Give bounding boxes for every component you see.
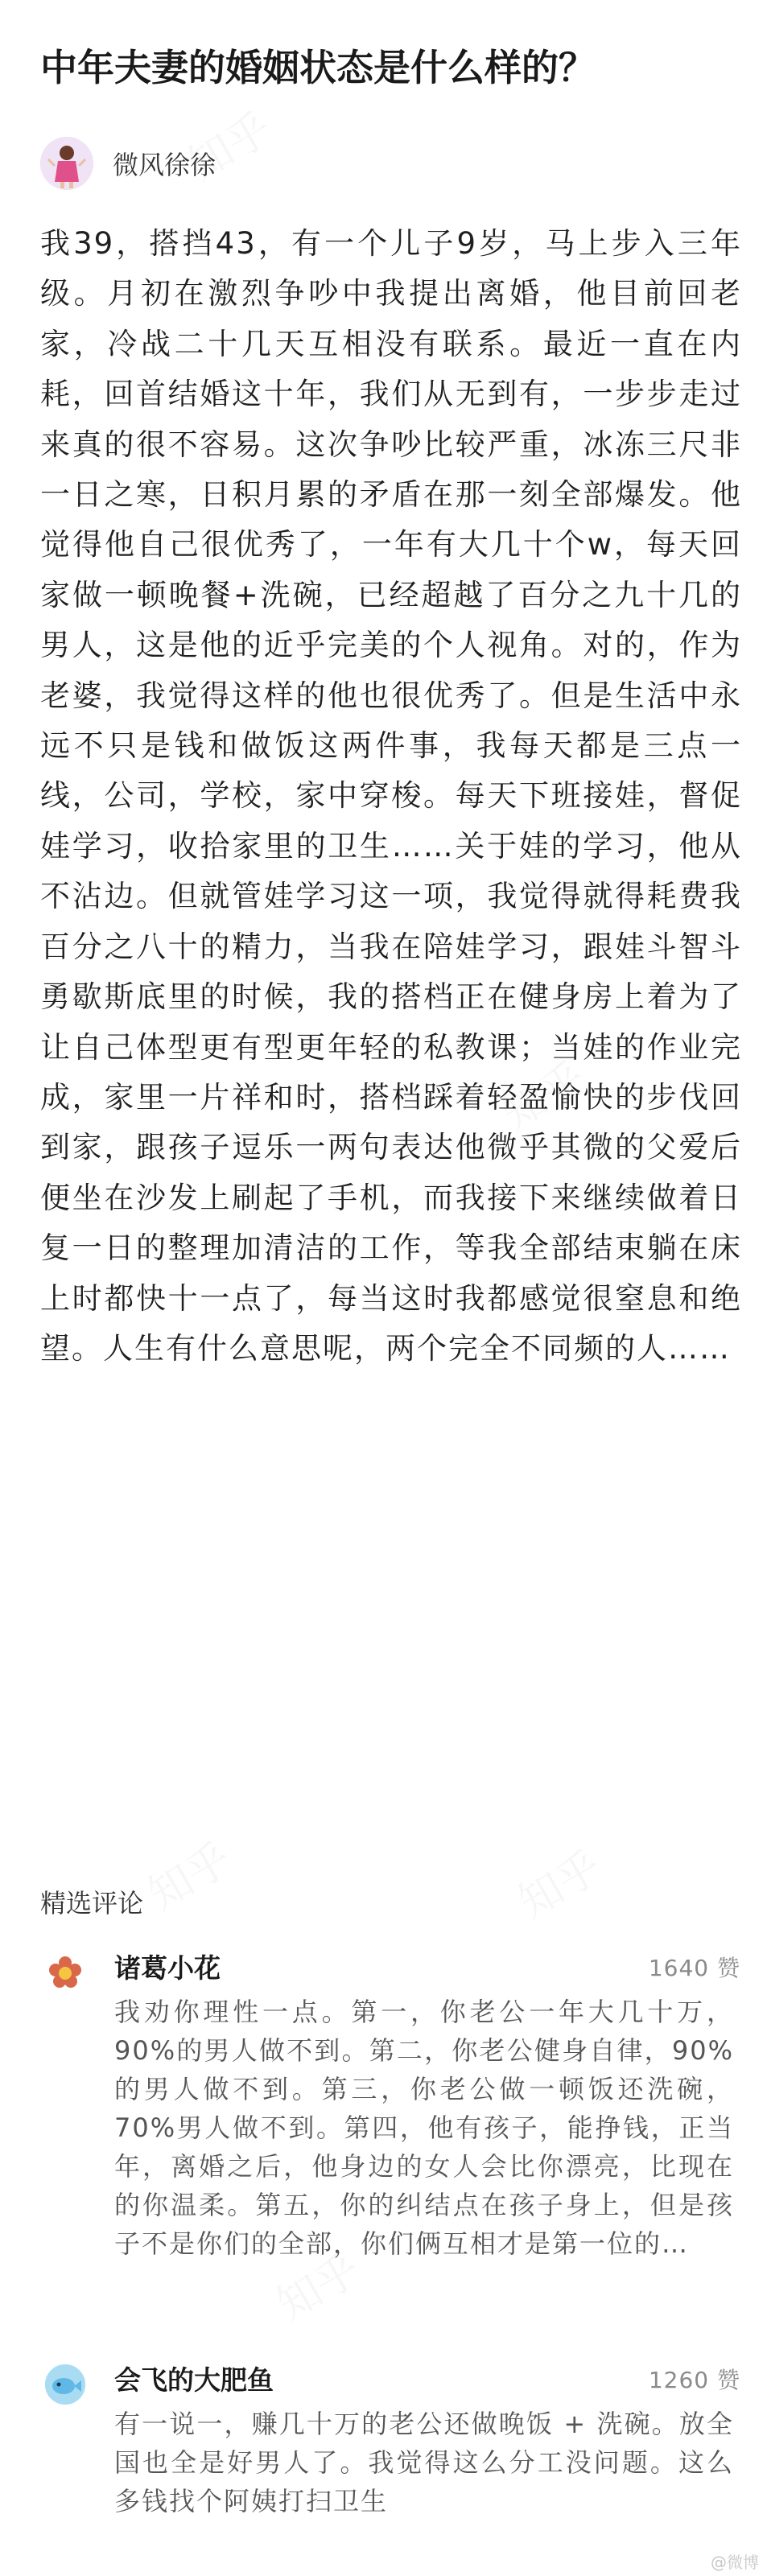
comment-avatar[interactable]	[45, 2364, 85, 2405]
comment-username[interactable]: 诸葛小花	[114, 1952, 221, 1984]
author-avatar[interactable]	[40, 137, 93, 190]
comment-text: 我劝你理性一点。第一，你老公一年大几十万，90%的男人做不到。第二，你老公健身自律，90%的男人做不到。第三，你老公做一顿饭还洗碗，70%男人做不到。第四，他有孩子，能挣钱，正当年，离婚之后，他身边的女人会比你漂亮，比现在的你温柔。第五，你的纠结点在孩子身上，但是孩子不是你们的全部，你们俩互相才是第一位的…	[114, 1997, 734, 2259]
comment-like-count[interactable]: 1260 赞	[648, 2367, 740, 2393]
author-name[interactable]: 微风徐徐	[113, 150, 216, 180]
avatar-figure-icon	[40, 137, 93, 190]
author-row[interactable]	[40, 135, 216, 192]
fish-icon	[45, 2364, 85, 2405]
comment-item	[40, 1947, 740, 2294]
featured-comments-heading: 精选评论	[40, 1888, 144, 1919]
source-watermark: @微博	[711, 2553, 759, 2572]
flower-icon	[45, 1952, 85, 1993]
comment-avatar[interactable]	[45, 1952, 85, 1993]
comment-item	[40, 2360, 740, 2576]
post-title: 中年夫妻的婚姻状态是什么样的？	[40, 46, 596, 89]
comment-like-count[interactable]: 1640 赞	[648, 1955, 740, 1981]
comment-username[interactable]: 会飞的大肥鱼	[114, 2364, 274, 2396]
watermark	[135, 1825, 241, 1923]
post-body: 我39，搭挡43，有一个儿子9岁，马上步入三年级。月初在激烈争吵中我提出离婚，他目前回老家，冷战二十几天互相没有联系。最近一直在内耗，回首结婚这十年，我们从无到有，一步步走过来真的很不容易。这次争吵比较严重，冰冻三尺非一日之寒，日积月累的矛盾在那一刻全部爆发。他觉得他自己很优秀了，一年有大几十个w，每天回家做一顿晚餐+洗碗，已经超越了百分之九十几的男人，这是他的近乎完美的个人视角。对的，作为老婆，我觉得这样的他也很优秀了。但是生活中永远不只是钱和做饭这两件事，我每天都是三点一线，公司，学校，家中穿梭。每天下班接娃，督促娃学习，收拾家里的卫生……关于娃的学习，他从不沾边。但就管娃学习这一项，我觉得就得耗费我百分之八十的精力，当我在陪娃学习，跟娃斗智斗勇歇斯底里的时候，我的搭档正在健身房上着为了让自己体型更有型更年轻的私教课；当娃的作业完成，家里一片祥和时，搭档踩着轻盈愉快的步伐回到家，跟孩子逗乐一两句表达他微乎其微的父爱后便坐在沙发上刷起了手机，而我接下来继续做着日复一日的整理加清洁的工作，等我全部结束躺在床上时都快十一点了，每当这时我都感觉很窒息和绝望。人生有什么意思呢，两个完全不同频的人……	[40, 226, 742, 1366]
comment-text: 有一说一，赚几十万的老公还做晚饭 + 洗碗。放全国也全是好男人了。我觉得这么分工没问题。这么多钱找个阿姨打扫卫生	[114, 2409, 734, 2516]
watermark	[505, 1833, 612, 1931]
